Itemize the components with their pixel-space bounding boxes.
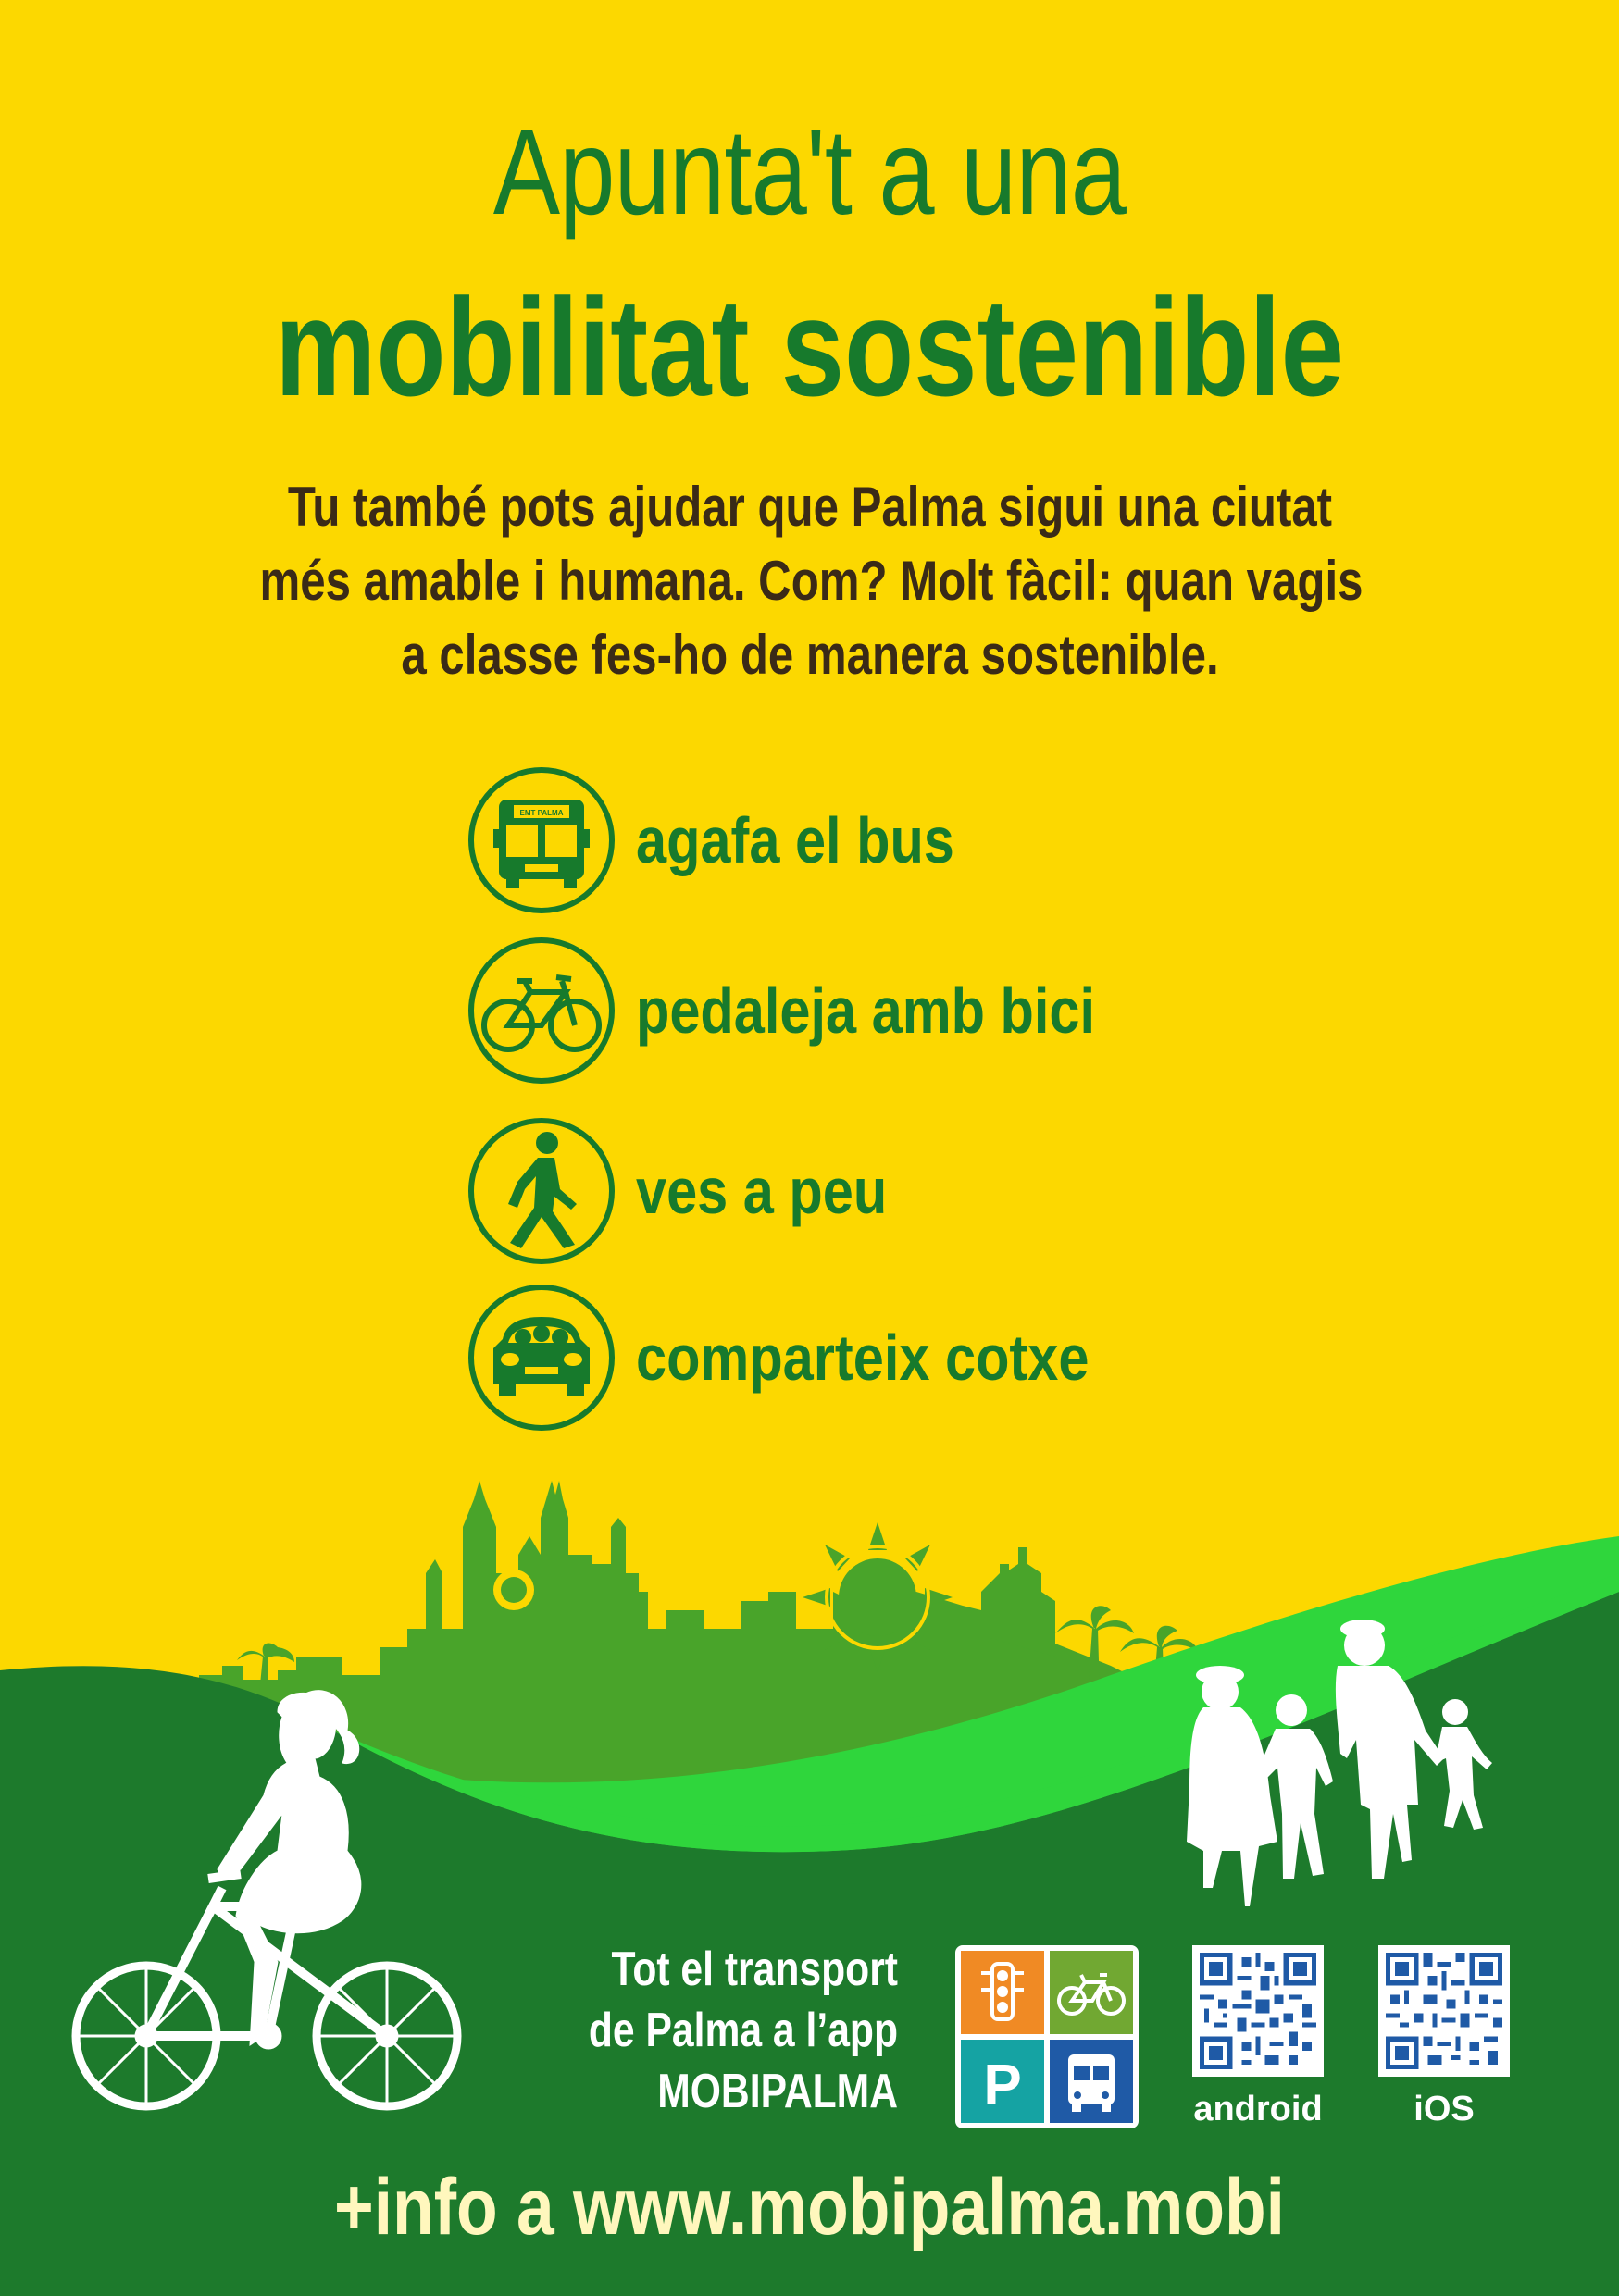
sun-icon xyxy=(803,1522,953,1672)
option-label: ves a peu xyxy=(636,1155,888,1227)
option-carpool xyxy=(466,1282,1169,1433)
qr-code-icon xyxy=(1200,1953,1316,2069)
footer-url[interactable]: +info a www.mobipalma.mobi xyxy=(334,2163,1285,2252)
parking-icon: P xyxy=(983,2054,1022,2117)
intro-paragraph xyxy=(259,470,1364,692)
intro-line: Tu també pots ajudar que Palma sigui una ciutat xyxy=(287,476,1333,538)
app-promo-line: Tot el transport xyxy=(611,1942,898,1996)
bicycle-icon xyxy=(466,935,617,1086)
app-promo-text xyxy=(518,1939,898,2122)
ios-label: iOS xyxy=(1414,2090,1475,2128)
bus-icon xyxy=(466,764,617,916)
mobipalma-app-icon[interactable] xyxy=(955,1945,1139,2128)
intro-line: a classe fes-ho de manera sostenible. xyxy=(401,624,1219,686)
carpool-icon xyxy=(466,1282,617,1433)
intro-line: més amable i humana. Com? Molt fàcil: quan vagis xyxy=(259,550,1364,612)
app-promo-line: MOBIPALMA xyxy=(657,2065,898,2118)
headline-line1: Apunta't a una xyxy=(492,104,1127,240)
bus-icon xyxy=(1068,2054,1115,2112)
option-bus xyxy=(466,764,1011,916)
pedestrian-icon xyxy=(466,1115,617,1267)
android-label: android xyxy=(1193,2090,1323,2128)
option-bicycle xyxy=(466,935,1177,1086)
option-walk xyxy=(466,1115,931,1267)
android-qr-code[interactable] xyxy=(1192,1945,1324,2077)
bus-sign: EMT PALMA xyxy=(519,809,564,817)
option-label: comparteix cotxe xyxy=(636,1322,1090,1394)
qr-code-icon xyxy=(1386,1953,1502,2069)
app-promo-line: de Palma a l’app xyxy=(588,2004,898,2057)
option-label: agafa el bus xyxy=(636,804,954,876)
option-label: pedaleja amb bici xyxy=(636,974,1096,1047)
ios-qr-code[interactable] xyxy=(1378,1945,1510,2077)
headline-line2: mobilitat sostenible xyxy=(275,269,1344,425)
